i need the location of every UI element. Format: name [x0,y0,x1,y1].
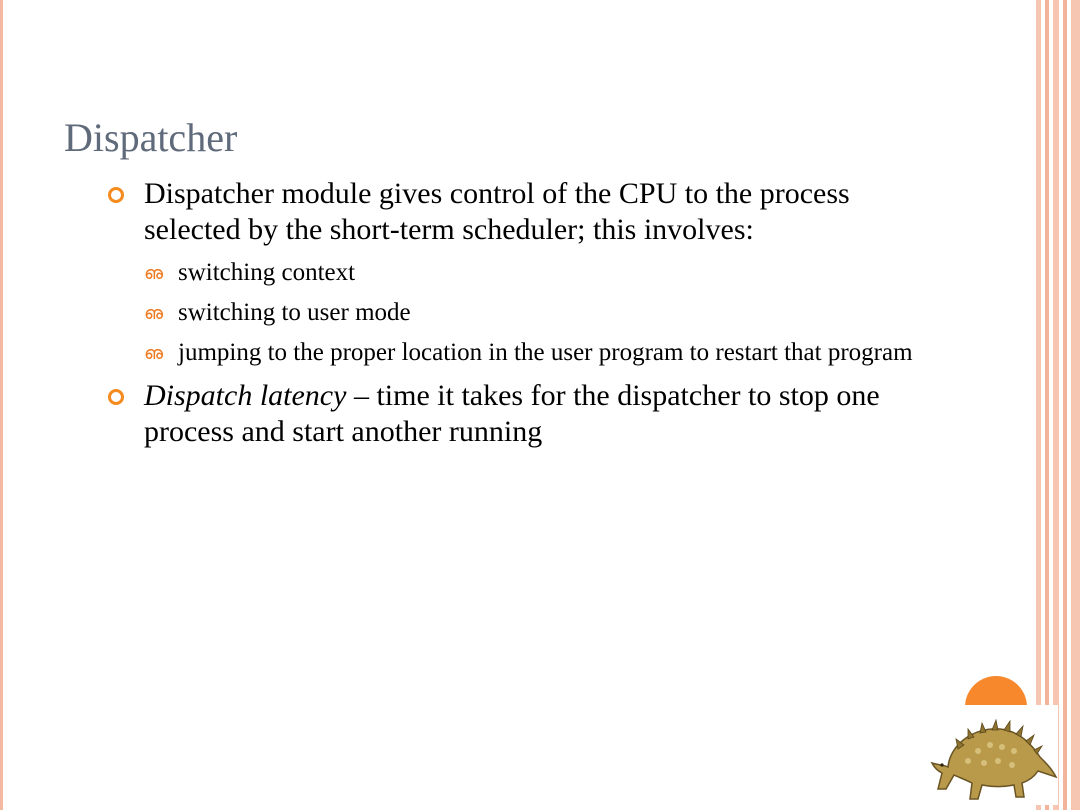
sub-item-text: switching context [178,259,356,286]
sub-bullet-icon: ഌ [144,263,164,284]
stripe [1071,0,1080,810]
dinosaur-icon [928,705,1058,805]
sub-item [144,298,946,328]
bullet-text: Dispatcher module gives control of the CPU to the process selected by the short-term scheduler; this involves: [144,177,850,246]
dinosaur-image [928,705,1058,805]
bullet-ring-icon [108,389,124,405]
bullet-ring-icon [108,187,124,203]
stripe [1045,0,1049,810]
term-italic: Dispatch latency [144,379,347,412]
bullet-item [106,378,946,450]
stripe [1036,0,1041,810]
sub-bullet-icon: ഌ [144,303,164,324]
sub-item-text: jumping to the proper location in the user program to restart that program [178,339,913,366]
bullet-item [106,176,946,368]
sub-item [144,338,946,368]
bullet-text [144,379,880,448]
term-definition: – time it takes for the dispatcher to stop one process and start another running [144,379,880,448]
sub-item-text: switching to user mode [178,299,411,326]
right-stripes [1036,0,1080,810]
slide-title: Dispatcher [64,115,238,160]
sub-list [144,258,946,368]
left-border [0,0,3,810]
stripe [1063,0,1067,810]
sub-bullet-icon: ഌ [144,343,164,364]
stripe [1053,0,1059,810]
sub-item [144,258,946,288]
slide-content [106,176,946,450]
